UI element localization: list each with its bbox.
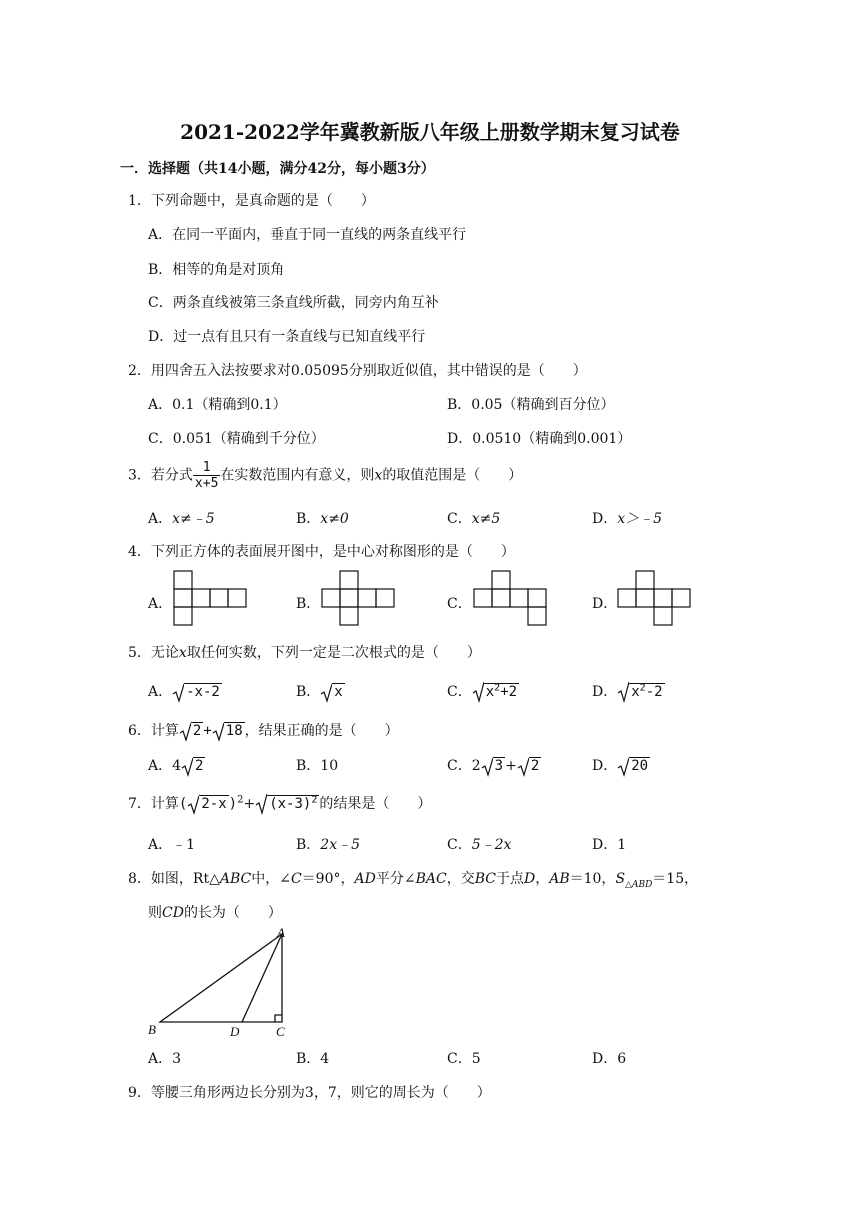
question-4-stem: 4．下列正方体的表面展开图中，是中心对称图形的是（ ） (128, 544, 515, 560)
question-2-stem: 2．用四舍五入法按要求对0.05095分别取近似值，其中错误的是（ ） (128, 363, 587, 379)
subscript: △ABD (625, 879, 653, 890)
question-8-stem-line-2 (148, 902, 282, 922)
option-label: C． (447, 511, 472, 527)
question-4-option-d: D． (592, 596, 618, 612)
radical-sign-icon (472, 681, 484, 703)
option-label: A． (148, 758, 173, 774)
cube-net-c-figure (472, 570, 552, 626)
question-4-option-a: A． (148, 596, 173, 612)
plus-sign: + (505, 758, 517, 774)
option-label: B． (296, 511, 321, 527)
option-label: D． (592, 684, 618, 700)
math-var: AD (354, 871, 376, 887)
math-var: ABC (219, 871, 252, 887)
stem-text: 中，∠ (251, 871, 291, 887)
question-6-option-d (592, 755, 650, 775)
question-5-option-d (592, 681, 665, 701)
math-var: BAC (415, 871, 447, 887)
bisector-ad (242, 934, 282, 1022)
coefficient: 4 (172, 758, 182, 774)
question-7-option-c (447, 834, 511, 854)
option-value: x≠5 (471, 511, 501, 527)
question-2-option-d: D．0.0510（精确到0.001） (447, 431, 632, 447)
question-1-stem: 1．下列命题中，是真命题的是（ ） (128, 193, 375, 209)
radical-sign-icon (172, 683, 184, 703)
sqrt-expression (255, 794, 319, 812)
math-var: CD (162, 905, 184, 921)
radical-sign-icon (617, 757, 629, 777)
question-3-option-d (592, 508, 662, 528)
sqrt-expression (179, 723, 203, 739)
question-6-option-c (447, 755, 541, 775)
question-1-option-d: D．过一点有且只有一条直线与已知直线平行 (148, 329, 426, 345)
plus-sign: + (203, 723, 212, 739)
radicand: -x-2 (186, 684, 220, 700)
sqrt-expression (481, 758, 505, 774)
vertex-label-d: D (230, 1024, 240, 1039)
sqrt-expression (212, 723, 245, 739)
vertex-label-b: B (148, 1022, 156, 1037)
question-5-stem (128, 642, 481, 662)
radicand: 2 (195, 758, 204, 774)
radicand-rest: -2 (645, 684, 663, 700)
question-6-option-b: B．10 (296, 758, 339, 774)
question-3-number: 3．若分式 (128, 467, 193, 484)
variable: x (178, 645, 187, 661)
exponent: 2 (494, 682, 501, 694)
cube-net-a-figure (172, 570, 252, 626)
question-3-option-a (148, 508, 215, 528)
question-2-option-a: A．0.1（精确到0.1） (148, 397, 287, 413)
triangle-figure (144, 924, 294, 1042)
question-5-option-c (447, 681, 519, 701)
option-label: A． (148, 511, 173, 527)
sqrt-expression (187, 796, 228, 812)
vertex-label-c: C (276, 1024, 285, 1039)
fraction-denominator: x+5 (194, 476, 219, 491)
radicand-rest: +2 (500, 684, 518, 700)
sqrt-expression (617, 758, 650, 774)
option-label: D． (592, 758, 618, 774)
math-var: BC (474, 871, 496, 887)
cube-net-b-figure (320, 570, 400, 626)
stem-text: 的长为（ ） (183, 905, 282, 921)
triangle-abc (160, 934, 282, 1022)
math-var: AB (549, 871, 570, 887)
option-value: 5﹣2x (471, 837, 512, 853)
vertex-label-a: A (277, 925, 285, 940)
stem-text: 于点 (495, 871, 524, 887)
stem-text: 取任何实数，下列一定是二次根式的是（ ） (186, 645, 481, 661)
coefficient: 2 (471, 758, 481, 774)
option-label: C． (447, 758, 472, 774)
radicand: 2 (192, 723, 202, 739)
option-value: 2x﹣5 (320, 837, 361, 853)
option-label: C． (447, 684, 472, 700)
radical-sign-icon (320, 683, 332, 703)
radical-sign-icon (517, 757, 529, 777)
question-7-option-a: A．﹣1 (148, 837, 196, 853)
radicand: 18 (225, 723, 243, 739)
question-7-option-d: D．1 (592, 837, 627, 853)
radical-sign-icon (187, 795, 199, 815)
stem-text: 平分∠ (375, 871, 416, 887)
sqrt-expression (181, 758, 205, 774)
question-7-stem (128, 793, 431, 813)
question-8-option-d: D．6 (592, 1051, 627, 1067)
exponent: 2 (311, 794, 318, 806)
question-4-option-c: C． (447, 596, 472, 612)
sqrt-expression (320, 684, 344, 700)
option-value: x≠﹣5 (172, 511, 215, 527)
radicand: (x-3) (269, 796, 312, 812)
question-7-option-b (296, 834, 360, 854)
page-title: 2021-2022学年冀教新版八年级上册数学期末复习试卷 (180, 120, 680, 144)
stem-text: ＝10， (569, 871, 616, 887)
math-var: D (523, 871, 536, 887)
option-label: A． (148, 684, 173, 700)
question-3-stem-mid: 在实数范围内有意义，则 (220, 467, 375, 484)
exponent: 2 (639, 682, 646, 694)
option-label: D． (592, 511, 618, 527)
option-label: B． (296, 837, 321, 853)
radical-sign-icon (617, 681, 629, 703)
question-8-option-c: C．5 (447, 1051, 481, 1067)
stem-text: ＝90°， (301, 871, 355, 887)
stem-text: 8．如图，Rt△ (128, 871, 220, 887)
stem-text: ，结果正确的是（ ） (244, 723, 399, 739)
radical-sign-icon (181, 757, 193, 777)
question-6-stem (128, 720, 399, 740)
stem-text: ， (535, 871, 550, 887)
radicand-base: x (631, 684, 640, 700)
paren: ) (228, 796, 238, 812)
question-3-option-b (296, 508, 349, 528)
question-4-option-b: B． (296, 596, 321, 612)
stem-text: 的结果是（ ） (319, 796, 432, 812)
radicand: x (334, 684, 343, 700)
paren: ( (178, 796, 188, 812)
question-1-option-b: B．相等的角是对顶角 (148, 262, 285, 278)
stem-text: ＝15， (652, 871, 699, 887)
option-label: C． (447, 837, 472, 853)
question-3-stem-end: 的取值范围是（ ） (382, 467, 523, 484)
question-2-option-c: C．0.051（精确到千分位） (148, 431, 325, 447)
math-var: S (615, 871, 626, 887)
sqrt-expression (617, 682, 664, 700)
fraction-numerator: 1 (193, 460, 220, 476)
right-angle-mark (275, 1015, 282, 1022)
radicand: 20 (631, 758, 649, 774)
question-8-option-b: B．4 (296, 1051, 330, 1067)
question-8-stem (128, 868, 698, 890)
radical-sign-icon (481, 757, 493, 777)
question-5-option-a (148, 681, 222, 701)
question-9-stem: 9．等腰三角形两边长分别为3，7，则它的周长为（ ） (128, 1085, 491, 1101)
option-value: x＞﹣5 (617, 511, 663, 527)
stem-text: 则 (148, 905, 162, 921)
radical-sign-icon (255, 793, 267, 815)
radical-sign-icon (179, 722, 191, 742)
question-6-option-a (148, 755, 205, 775)
question-3-fraction (193, 460, 220, 491)
question-3-stem (128, 460, 522, 491)
question-1-option-a: A．在同一平面内，垂直于同一直线的两条直线平行 (148, 227, 467, 243)
math-var: C (290, 871, 302, 887)
radicand-base: x (485, 684, 495, 700)
question-5-option-b (296, 681, 345, 701)
exponent: 2 (237, 794, 244, 806)
plus-sign: + (243, 796, 256, 812)
sqrt-expression (172, 684, 222, 700)
stem-text: 7．计算 (128, 796, 179, 812)
radicand: 2 (530, 758, 540, 774)
sqrt-expression (517, 758, 541, 774)
radicand: 2-x (201, 796, 227, 812)
question-3-option-c (447, 508, 500, 528)
stem-text: ，交 (446, 871, 475, 887)
cube-net-d-figure (616, 570, 696, 626)
option-value: x≠0 (320, 511, 349, 527)
radicand: 3 (494, 758, 504, 774)
option-label: B． (296, 684, 321, 700)
section-heading: 一．选择题（共14小题，满分42分，每小题3分） (120, 161, 435, 177)
stem-text: 5．无论 (128, 645, 179, 661)
question-8-option-a: A．3 (148, 1051, 182, 1067)
stem-text: 6．计算 (128, 723, 179, 739)
question-2-option-b: B．0.05（精确到百分位） (447, 397, 615, 413)
sqrt-expression (472, 682, 519, 700)
question-3-variable: x (374, 467, 383, 484)
radical-sign-icon (212, 722, 224, 742)
question-1-option-c: C．两条直线被第三条直线所截，同旁内角互补 (148, 295, 439, 311)
